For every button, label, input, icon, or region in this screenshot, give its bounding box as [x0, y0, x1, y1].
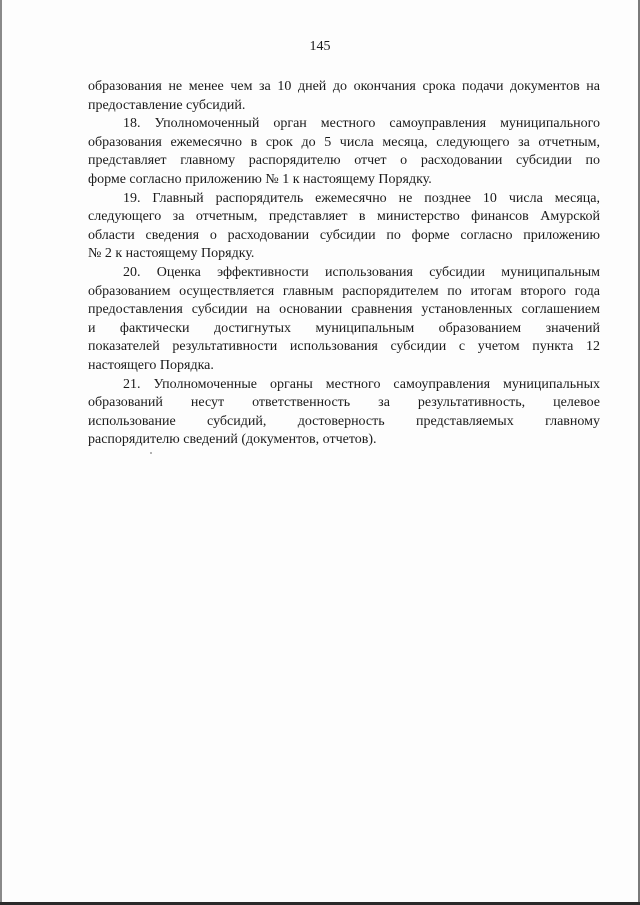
text-line: настоящего Порядка.	[88, 357, 214, 373]
text-line: 20. Оценка эффективности использования субсидии муниципальным	[123, 264, 600, 280]
scan-speck	[150, 452, 152, 454]
text-line: показателей результативности использования субсидии с учетом пункта 12	[88, 339, 600, 355]
text-line: распорядителю сведений (документов, отчетов).	[88, 432, 377, 448]
document-body	[88, 78, 600, 450]
paragraph-21	[88, 376, 600, 450]
text-line: предоставление субсидий.	[88, 97, 246, 113]
scan-edge-left	[0, 0, 2, 905]
paragraph-continuation	[88, 78, 600, 115]
text-line: и фактически достигнутых муниципальным образованием значений	[88, 320, 600, 336]
text-line: 21. Уполномоченные органы местного самоуправления муниципальных	[123, 376, 600, 392]
text-line: 18. Уполномоченный орган местного самоуправления муниципального	[123, 116, 600, 132]
text-line: образованием осуществляется главным распорядителем по итогам второго года	[88, 283, 600, 299]
paragraph-18	[88, 115, 600, 189]
text-line: следующего за отчетным, представляет в министерство финансов Амурской	[88, 209, 600, 225]
text-line: использование субсидий, достоверность представляемых главному	[88, 413, 600, 429]
text-line: образования не менее чем за 10 дней до окончания срока подачи документов на	[88, 79, 600, 94]
page-number: 145	[309, 39, 331, 54]
text-line: № 2 к настоящему Порядку.	[88, 246, 255, 262]
paragraph-20	[88, 264, 600, 376]
text-line: представляет главному распорядителю отчет о расходовании субсидии по	[88, 153, 600, 169]
text-line: области сведения о расходовании субсидии по форме согласно приложению	[88, 227, 600, 243]
paragraph-19	[88, 190, 600, 264]
text-line: форме согласно приложению № 1 к настоящему Порядку.	[88, 171, 432, 187]
text-line: предоставления субсидии на основании сравнения установленных соглашением	[88, 302, 600, 318]
text-line: 19. Главный распорядитель ежемесячно не позднее 10 числа месяца,	[123, 190, 600, 206]
text-line: образований несут ответственность за результативность, целевое	[88, 395, 600, 411]
text-line: образования ежемесячно в срок до 5 числа месяца, следующего за отчетным,	[88, 134, 600, 150]
